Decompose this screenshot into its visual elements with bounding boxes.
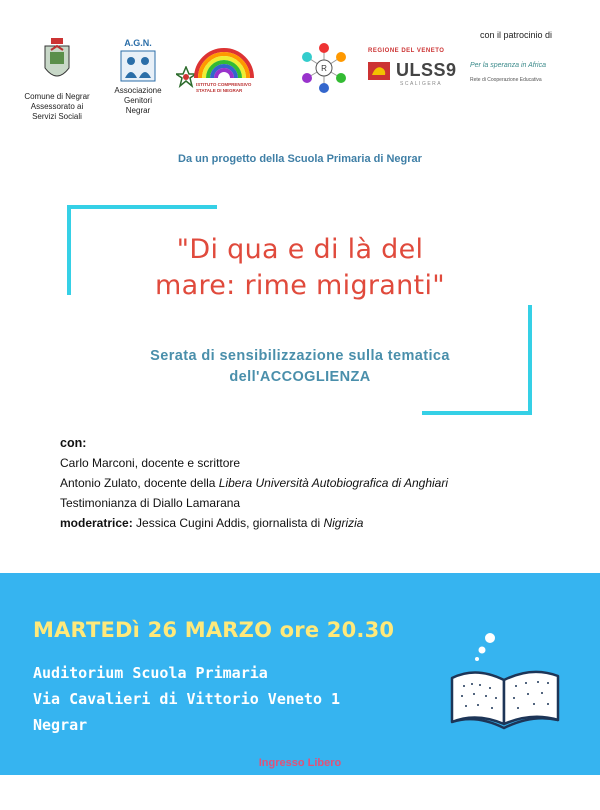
guest-institution: Libera Università Autobiografica di Anghiari <box>218 476 449 490</box>
comune-logo <box>22 38 92 122</box>
agn-logo-icon <box>120 50 156 82</box>
moderator-publication: Nigrizia <box>323 516 364 530</box>
event-venue <box>33 660 340 738</box>
network-logo-icon <box>296 40 352 96</box>
free-entry-note: Ingresso Libero <box>258 757 342 769</box>
veneto-lion-icon <box>368 62 390 80</box>
ulss-logo <box>368 48 463 87</box>
venue-line: Negrar <box>33 716 88 734</box>
comune-caption-line: Servizi Sociali <box>32 112 82 121</box>
event-date: MARTEDì 26 MARZO ore 20.30 <box>33 618 395 642</box>
moderator-text: Jessica Cugini Addis, giornalista di <box>132 516 324 530</box>
frame-corner-top-left <box>67 205 217 209</box>
agn-caption-line: Associazione <box>114 86 162 95</box>
guest-item: Carlo Marconi, docente e scrittore <box>60 456 241 470</box>
ulss-sub: SCALIGERA <box>400 81 443 87</box>
agn-caption-line: Genitori <box>123 96 152 105</box>
venue-line: Via Cavalieri di Vittorio Veneto 1 <box>33 690 341 708</box>
event-title <box>60 232 540 304</box>
agn-caption-line: Negrar <box>125 106 151 115</box>
guest-text: Antonio Zulato, docente della <box>60 476 219 490</box>
speranza-line1: Per la speranza in Africa <box>470 62 546 69</box>
moderator-item <box>60 513 580 533</box>
speranza-logo <box>470 62 580 83</box>
logo-header <box>0 0 600 140</box>
guest-list-label: con: <box>60 436 87 450</box>
event-subtitle-line: dell'ACCOGLIENZA <box>229 369 371 385</box>
venue-line: Auditorium Scuola Primaria <box>33 664 268 682</box>
guest-list <box>60 433 580 533</box>
ulss-name: ULSS9 <box>396 60 457 80</box>
comune-crest-icon <box>42 38 72 86</box>
guest-item: Testimonianza di Diallo Lamarana <box>60 496 241 510</box>
project-intro: Da un progetto della Scuola Primaria di Negrar <box>178 153 422 165</box>
comune-caption-line: Comune di Negrar <box>24 92 90 101</box>
istituto-name: ISTITUTO COMPRENSIVO STATALE DI NEGRAR <box>196 82 252 93</box>
patrocinio-label: con il patrocinio di <box>480 30 553 40</box>
speranza-line2: Rete di Cooperazione Educativa <box>470 77 542 83</box>
event-subtitle <box>60 346 540 388</box>
event-subtitle-line: Serata di sensibilizzazione sulla tematica <box>150 348 450 364</box>
agn-acronym: A.G.N. <box>124 38 152 48</box>
event-title-line: "Di qua e di là del <box>176 234 424 265</box>
moderator-label: moderatrice: <box>60 516 133 530</box>
guest-item <box>60 473 580 493</box>
network-logo <box>296 40 352 101</box>
agn-logo <box>108 38 168 116</box>
frame-corner-bottom-right <box>422 411 532 415</box>
rainbow-logo-icon <box>192 44 256 78</box>
open-book-icon <box>446 628 566 738</box>
ulss-region: REGIONE DEL VENETO <box>368 48 445 54</box>
network-logo-center: R <box>321 64 327 73</box>
comune-caption-line: Assessorato ai <box>30 102 84 111</box>
event-title-line: mare: rime migranti" <box>155 270 445 301</box>
